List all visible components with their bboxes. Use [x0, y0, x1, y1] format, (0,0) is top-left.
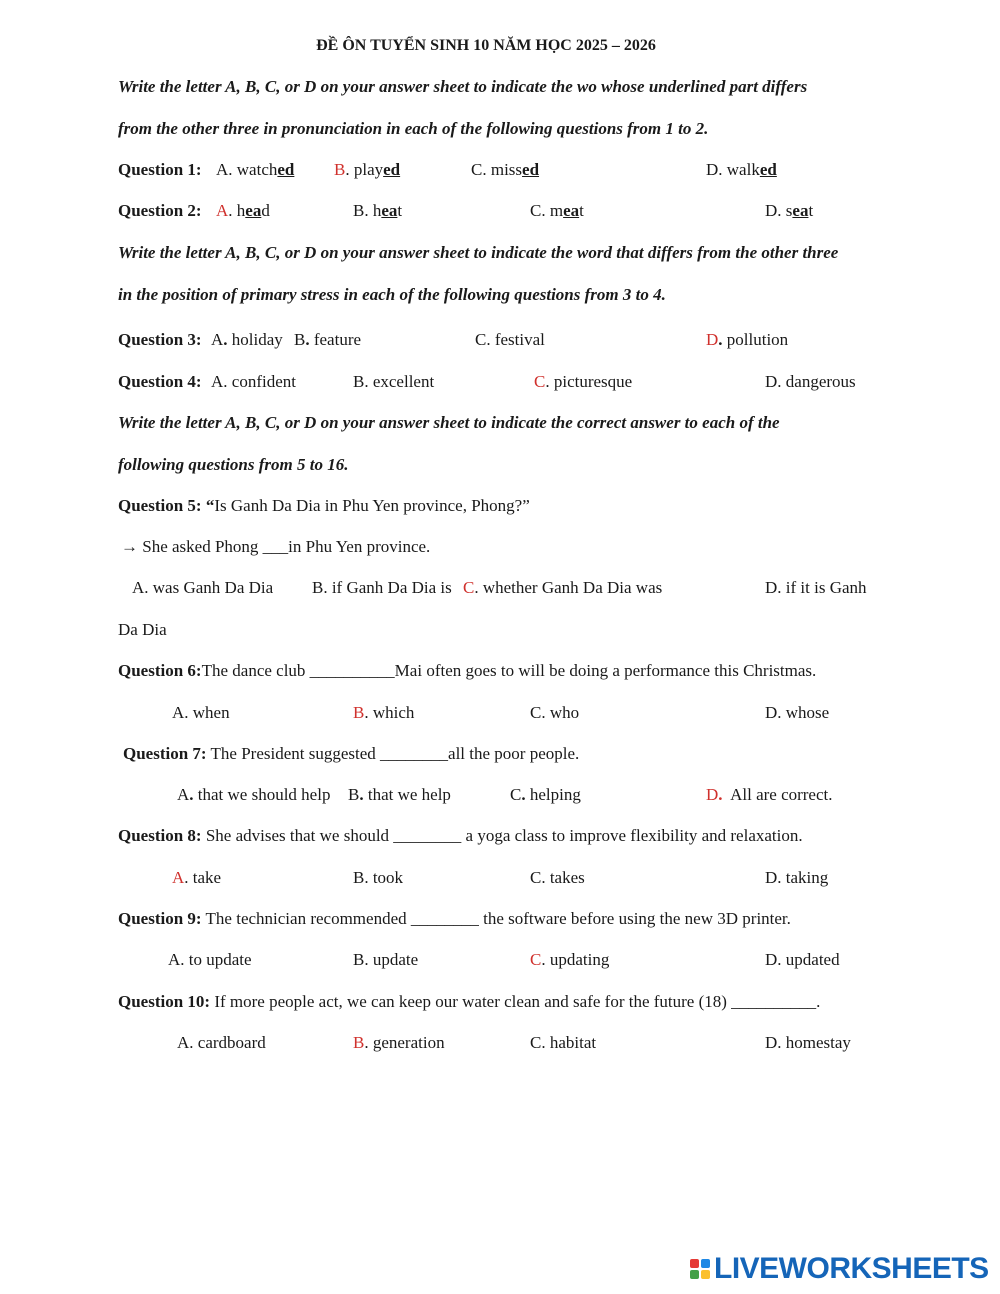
question-5-option-d-continued: Da Dia: [118, 620, 167, 639]
answer-marker: A: [172, 868, 185, 887]
question-10-option-b[interactable]: B. generation: [353, 1033, 445, 1052]
question-10-option-a[interactable]: A. cardboard: [177, 1033, 266, 1052]
question-3-label: Question 3:: [118, 330, 202, 349]
page-title: ĐỀ ÔN TUYỂN SINH 10 NĂM HỌC 2025 – 2026: [316, 37, 656, 54]
question-9-option-b[interactable]: B. update: [353, 950, 419, 969]
question-4-option-b[interactable]: B. excellent: [353, 372, 435, 391]
question-8-option-a[interactable]: A. take: [172, 868, 222, 887]
question-9-option-c[interactable]: C. updating: [530, 950, 610, 969]
question-3-option-c[interactable]: C. festival: [475, 330, 545, 349]
answer-marker: B: [334, 160, 346, 179]
question-6-option-d[interactable]: D. whose: [765, 703, 830, 722]
question-4-option-c[interactable]: C. picturesque: [534, 372, 633, 391]
logo-text: LIVEWORKSHEETS: [714, 1252, 989, 1285]
question-8-option-b[interactable]: B. took: [353, 868, 404, 887]
answer-marker: A: [216, 201, 229, 220]
instruction-stress-line-2: in the position of primary stress in each of the following questions from 3 to 4.: [118, 285, 666, 304]
question-6-stem: Question 6:The dance club __________Mai often goes to will be doing a performance this Christmas.: [118, 661, 817, 680]
question-2-option-c[interactable]: C. meat: [530, 201, 584, 220]
question-3-option-b[interactable]: B. feature: [294, 330, 362, 349]
question-8-stem: Question 8: She advises that we should ________ a yoga class to improve flexibility and relaxation.: [118, 826, 803, 845]
question-6-option-c[interactable]: C. who: [530, 703, 580, 722]
question-8-option-c[interactable]: C. takes: [530, 868, 585, 887]
instruction-stress-line-1: Write the letter A, B, C, or D on your answer sheet to indicate the word that differs from the other three: [118, 243, 839, 262]
question-2-option-d[interactable]: D. seat: [765, 201, 814, 220]
question-2-label: Question 2:: [118, 201, 202, 220]
instruction-correct-line-2: following questions from 5 to 16.: [118, 455, 349, 474]
liveworksheets-icon: [690, 1259, 710, 1279]
answer-marker: D: [706, 785, 719, 804]
question-5-option-a[interactable]: A. was Ganh Da Dia: [132, 578, 274, 597]
question-10-stem: Question 10: If more people act, we can keep our water clean and safe for the future (18) __________.: [118, 992, 821, 1011]
question-4-label: Question 4:: [118, 372, 202, 391]
answer-marker: B: [353, 1033, 365, 1052]
question-3-option-d[interactable]: D. pollution: [706, 330, 789, 349]
question-1-option-c[interactable]: C. missed: [471, 160, 540, 179]
question-2-option-a[interactable]: A. head: [216, 201, 270, 220]
question-5-stem: Question 5: “Is Ganh Da Dia in Phu Yen province, Phong?”: [118, 496, 530, 515]
question-7-option-c[interactable]: C. helping: [510, 785, 581, 804]
answer-marker: C: [530, 950, 542, 969]
question-5-option-d[interactable]: D. if it is Ganh: [765, 578, 867, 597]
question-7-option-d[interactable]: D. All are correct.: [706, 785, 833, 804]
question-10-option-c[interactable]: C. habitat: [530, 1033, 597, 1052]
question-2-option-b[interactable]: B. heat: [353, 201, 403, 220]
question-5-option-b[interactable]: B. if Ganh Da Dia is: [312, 578, 452, 597]
question-6-option-a[interactable]: A. when: [172, 703, 230, 722]
liveworksheets-logo: [690, 1252, 989, 1286]
question-1-label: Question 1:: [118, 160, 202, 179]
answer-marker: C: [463, 578, 475, 597]
instruction-pronunciation-line-1: Write the letter A, B, C, or D on your answer sheet to indicate the wo whose underlined part differs: [118, 77, 808, 96]
question-5-rephrase: → She asked Phong ___in Phu Yen province.: [121, 537, 431, 556]
answer-marker: C: [534, 372, 546, 391]
question-9-stem: Question 9: The technician recommended ________ the software before using the new 3D printer.: [118, 909, 791, 928]
question-7-option-b[interactable]: B. that we help: [348, 785, 451, 804]
question-9-option-a[interactable]: A. to update: [168, 950, 252, 969]
question-1-option-b[interactable]: B. played: [334, 160, 401, 179]
question-3-option-a[interactable]: A. holiday: [211, 330, 283, 349]
question-1-option-d[interactable]: D. walked: [706, 160, 777, 179]
answer-marker: D: [706, 330, 719, 349]
question-4-option-d[interactable]: D. dangerous: [765, 372, 856, 391]
question-7-option-a[interactable]: A. that we should help: [177, 785, 331, 804]
instruction-correct-line-1: Write the letter A, B, C, or D on your answer sheet to indicate the correct answer to each of the: [118, 413, 780, 432]
question-4-option-a[interactable]: A. confident: [211, 372, 296, 391]
question-1-option-a[interactable]: A. watched: [216, 160, 295, 179]
instruction-pronunciation-line-2: from the other three in pronunciation in each of the following questions from 1 to 2.: [118, 119, 709, 138]
arrow-right-icon: →: [121, 537, 138, 556]
answer-marker: B: [353, 703, 365, 722]
question-7-stem: Question 7: The President suggested ________all the poor people.: [123, 744, 580, 763]
question-6-option-b[interactable]: B. which: [353, 703, 415, 722]
question-8-option-d[interactable]: D. taking: [765, 868, 829, 887]
question-10-option-d[interactable]: D. homestay: [765, 1033, 851, 1052]
question-5-option-c[interactable]: C. whether Ganh Da Dia was: [463, 578, 663, 597]
question-9-option-d[interactable]: D. updated: [765, 950, 840, 969]
